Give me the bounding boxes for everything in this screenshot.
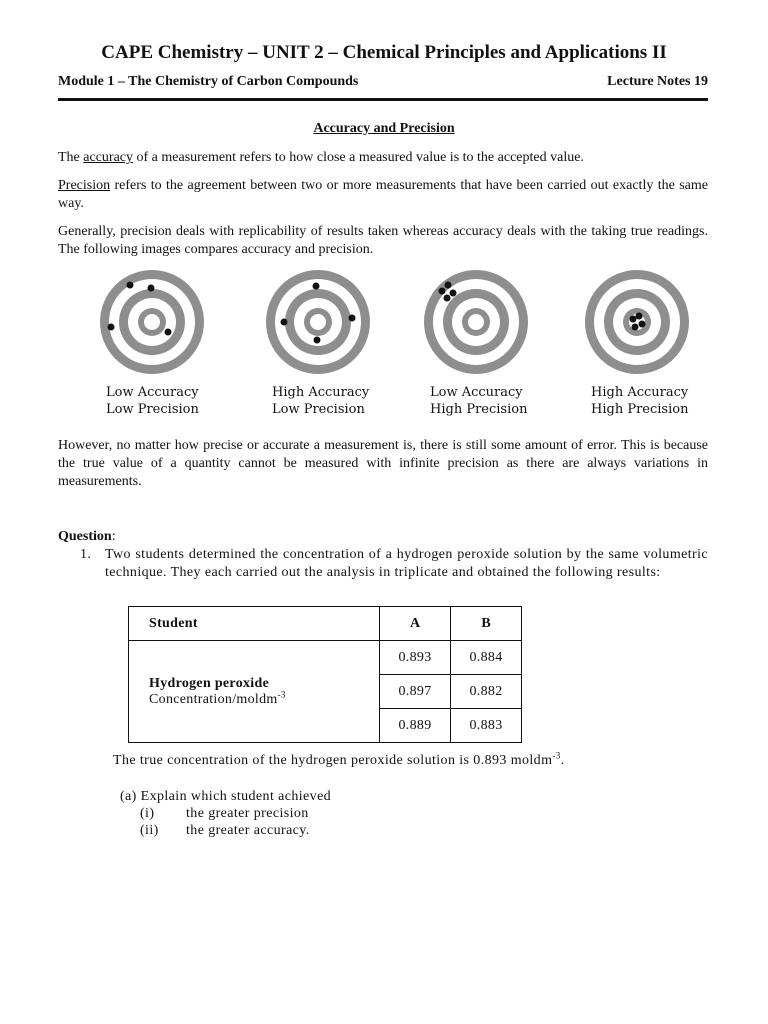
cell-b-1: 0.884 [451,641,522,675]
item-i-text: the greater precision [186,806,309,821]
target-caption [106,384,199,418]
target-high-accuracy-low-precision [242,270,402,430]
part-a: (a) Explain which student achieved [120,789,332,804]
cell-a-3: 0.889 [380,709,451,743]
header-rule [58,98,708,101]
cell-a-2: 0.897 [380,675,451,709]
caption-line1: Low Accuracy [430,385,523,400]
row-label-cell [129,641,380,743]
question-label-text: Question [58,529,112,544]
true-concentration [113,750,565,769]
bullseye-icon [420,270,540,380]
row-label-sup: -3 [277,688,286,699]
target-caption [591,384,688,418]
question-label [58,529,116,545]
results-table [128,606,522,743]
header-student: Student [129,607,380,641]
target-caption [272,384,369,418]
item-ii-text: the greater accuracy. [186,823,310,838]
accuracy-pre: The [58,150,84,165]
module-label: Module 1 – The Chemistry of Carbon Compounds [58,74,359,89]
bullseye-icon [96,270,216,380]
row-label-bold: Hydrogen peroxide [149,675,270,691]
lecture-label: Lecture Notes 19 [607,74,708,89]
document-title: CAPE Chemistry – UNIT 2 – Chemical Principles and Applications II [101,42,667,63]
cell-a-1: 0.893 [380,641,451,675]
caption-line2: High Precision [591,402,689,417]
item-ii-number: (ii) [140,823,159,838]
accuracy-paragraph [58,149,708,167]
bullseye-icon [262,270,382,380]
row-label-unit [149,688,379,708]
target-low-accuracy-high-precision [400,270,560,430]
header-b: B [451,607,522,641]
header-a: A [380,607,451,641]
caption-line2: High Precision [430,402,528,417]
question-text: Two students determined the concentration of a hydrogen peroxide solution by the same volumetric technique. They each carried out the analysis in triplicate and obtained the following results: [105,547,708,580]
true-conc-text: The true concentration of the hydrogen peroxide solution is 0.893 moldm [113,753,553,768]
caption-line1: High Accuracy [272,385,370,400]
section-title: Accuracy and Precision [313,121,455,136]
row-label-text: Concentration/moldm [149,691,278,707]
target-low-accuracy-low-precision [76,270,236,430]
cell-b-2: 0.882 [451,675,522,709]
target-caption [430,384,527,418]
caption-line2: Low Precision [106,402,199,417]
caption-line1: High Accuracy [591,385,689,400]
item-i-number: (i) [140,806,155,821]
question-number: 1. [80,547,92,562]
caption-line2: Low Precision [272,402,365,417]
question-colon: : [111,529,116,544]
precision-post: refers to the agreement between two or more measurements that have been carried out exactly the same way. [58,178,708,211]
question-1 [80,546,708,581]
table-header-row [129,607,522,641]
true-conc-end: . [560,753,565,768]
table-row [129,641,522,675]
accuracy-precision-figure [58,270,708,430]
cell-b-3: 0.883 [451,709,522,743]
accuracy-post: of a measurement refers to how close a measured value is to the accepted value. [133,150,584,165]
accuracy-term: accuracy [83,150,133,165]
precision-paragraph [58,177,708,213]
target-high-accuracy-high-precision [561,270,721,430]
precision-term: Precision [58,178,111,193]
error-paragraph: However, no matter how precise or accurate a measurement is, there is still some amount of error. This is because the true value of a quantity cannot be measured with infinite precision as there are always variations in measurements. [58,438,708,489]
caption-line1: Low Accuracy [106,385,199,400]
general-paragraph: Generally, precision deals with replicability of results taken whereas accuracy deals with the taking true readings. The following images compares accuracy and precision. [58,224,708,257]
bullseye-icon [581,270,701,380]
true-conc-sup: -3 [552,750,561,761]
